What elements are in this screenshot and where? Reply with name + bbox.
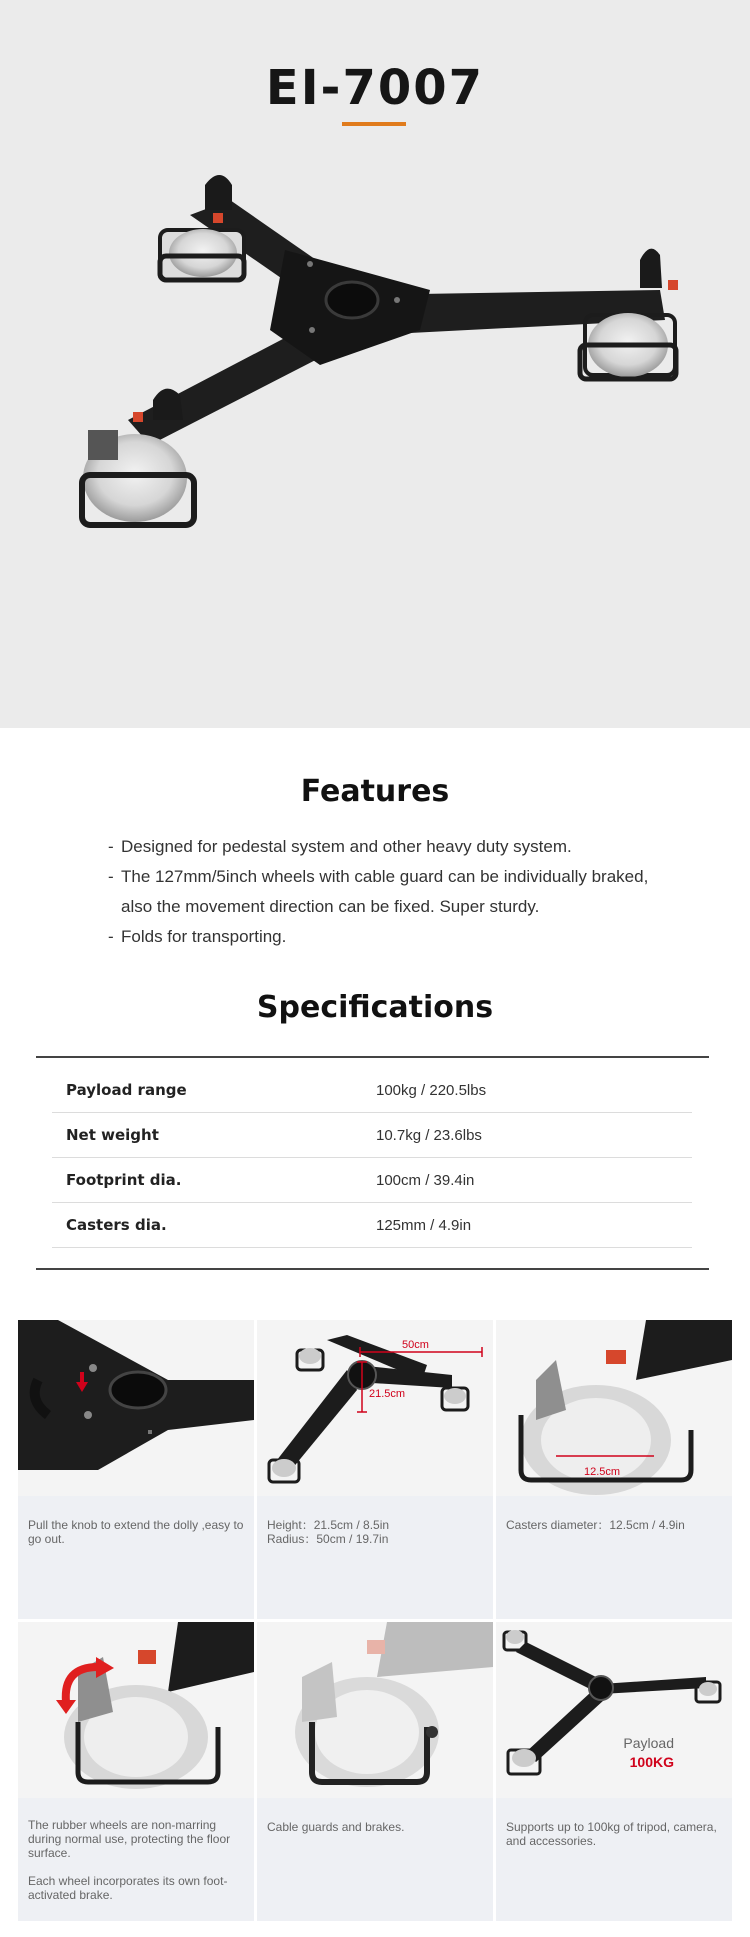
spec-label: Casters dia. <box>66 1216 167 1234</box>
spec-value: 10.7kg / 23.6lbs <box>376 1126 482 1144</box>
rubber-wheel-image <box>18 1622 254 1798</box>
feature-item: - Designed for pedestal system and other heavy duty system. <box>108 832 668 862</box>
card-caption <box>28 1818 244 1902</box>
payload-image <box>496 1622 732 1798</box>
spec-row <box>52 1068 692 1113</box>
spec-value: 125mm / 4.9in <box>376 1216 472 1234</box>
caption-line: Supports up to 100kg of tripod, camera, and accessories. <box>506 1820 717 1848</box>
dimensions-image <box>257 1320 493 1496</box>
caption-line: Pull the knob to extend the dolly ,easy to go out. <box>28 1518 244 1546</box>
dim-caster-label: 12.5cm <box>584 1466 621 1478</box>
spec-value: 100cm / 39.4in <box>376 1171 475 1189</box>
spec-label: Net weight <box>66 1126 159 1144</box>
payload-value: 100KG <box>629 1754 674 1770</box>
caption-line: Casters diameter：12.5cm / 4.9in <box>506 1518 685 1532</box>
hero-section <box>0 0 750 728</box>
caster-image <box>496 1320 732 1496</box>
caption-line: Each wheel incorporates its own foot-activated brake. <box>28 1874 228 1902</box>
feature-item: - The 127mm/5inch wheels with cable guard can be individually braked, also the movement direction can be fixed. Super sturdy. <box>108 862 668 922</box>
dolly-hero-image <box>0 130 750 710</box>
gallery-card-caster <box>496 1320 732 1619</box>
gallery-card-payload <box>496 1622 732 1921</box>
features-list <box>108 832 668 952</box>
specifications-title: Specifications <box>256 990 494 1025</box>
card-caption <box>267 1820 483 1834</box>
card-caption <box>506 1518 722 1532</box>
card-caption <box>28 1518 244 1546</box>
gallery-card-rubber-wheels <box>18 1622 254 1921</box>
features-title: Features <box>300 774 450 809</box>
payload-label: Payload <box>623 1735 674 1751</box>
spec-table <box>52 1068 692 1248</box>
caption-line: The rubber wheels are non-marring during normal use, protecting the floor surface. <box>28 1818 231 1860</box>
product-title: EI-7007 <box>265 60 485 116</box>
knob-image <box>18 1320 254 1496</box>
cable-guard-image <box>257 1622 493 1798</box>
gallery-card-cable-guards <box>257 1622 493 1921</box>
spec-row <box>52 1113 692 1158</box>
gallery-card-knob <box>18 1320 254 1619</box>
spec-label: Payload range <box>66 1081 187 1099</box>
feature-item: - Folds for transporting. <box>108 922 668 952</box>
card-caption <box>506 1820 722 1848</box>
caption-line: Height：21.5cm / 8.5in <box>267 1518 390 1532</box>
spec-row <box>52 1203 692 1248</box>
dim-width-label: 50cm <box>402 1339 429 1351</box>
spec-value: 100kg / 220.5lbs <box>376 1081 487 1099</box>
spec-bottom-rule <box>36 1268 709 1270</box>
dim-height-label: 21.5cm <box>369 1388 406 1400</box>
spec-row <box>52 1158 692 1203</box>
card-caption <box>267 1518 483 1546</box>
caption-line: Radius：50cm / 19.7in <box>267 1532 389 1546</box>
spec-label: Footprint dia. <box>66 1171 182 1189</box>
spec-top-rule <box>36 1056 709 1058</box>
title-underline <box>342 122 406 126</box>
gallery-card-dimensions <box>257 1320 493 1619</box>
caption-line: Cable guards and brakes. <box>267 1820 405 1834</box>
